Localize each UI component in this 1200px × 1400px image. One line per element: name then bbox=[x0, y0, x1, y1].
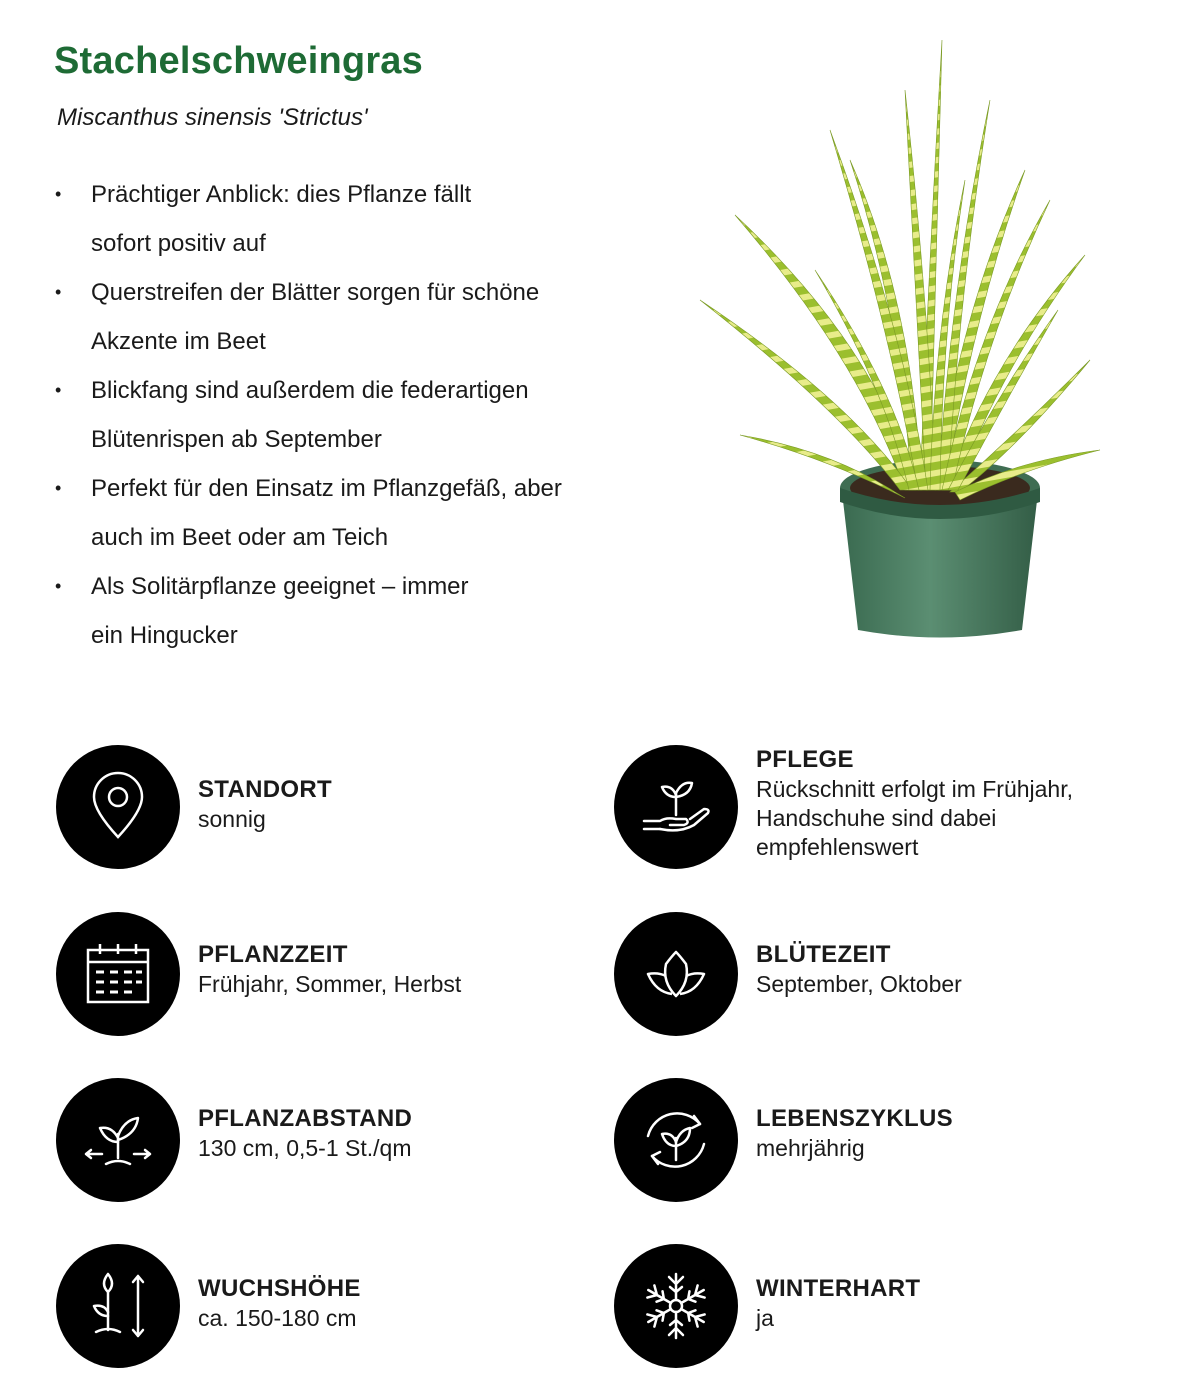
feature-wuchshoehe bbox=[56, 1244, 616, 1374]
standort-badge bbox=[56, 745, 180, 869]
bullet-item bbox=[55, 562, 655, 660]
feature-lebenszyklus bbox=[614, 1078, 1174, 1208]
feature-value: September, Oktober bbox=[756, 971, 962, 997]
feature-bullet-list bbox=[55, 170, 655, 660]
lebenszyklus-badge bbox=[614, 1078, 738, 1202]
bullet-text: Querstreifen der Blätter sorgen für schöne bbox=[91, 279, 540, 306]
bullet-item bbox=[55, 464, 655, 562]
feature-winterhart bbox=[614, 1244, 1174, 1374]
feature-value-line: empfehlenswert bbox=[756, 834, 919, 860]
bullet-text: Blickfang sind außerdem die federartigen bbox=[91, 377, 529, 404]
feature-standort bbox=[56, 745, 616, 875]
pflanzzeit-badge bbox=[56, 912, 180, 1036]
feature-value-line: Rückschnitt erfolgt im Frühjahr, bbox=[756, 776, 1074, 802]
bullet-item bbox=[55, 268, 655, 366]
feature-value: Frühjahr, Sommer, Herbst bbox=[198, 971, 462, 997]
feature-value-line: Handschuhe sind dabei bbox=[756, 805, 997, 831]
bullet-text: Blütenrispen ab September bbox=[91, 426, 382, 453]
bluetezeit-badge bbox=[614, 912, 738, 1036]
bullet-text: Perfekt für den Einsatz im Pflanzgefäß, aber bbox=[91, 475, 562, 502]
bullet-dot: • bbox=[55, 380, 62, 400]
feature-pflanzabstand bbox=[56, 1078, 616, 1208]
bullet-text: Akzente im Beet bbox=[91, 328, 266, 355]
bullet-text: auch im Beet oder am Teich bbox=[91, 524, 389, 551]
feature-label: WUCHSHÖHE bbox=[198, 1275, 361, 1302]
feature-value: ja bbox=[756, 1305, 774, 1331]
feature-pflege bbox=[614, 745, 1174, 875]
bullet-dot: • bbox=[55, 282, 62, 302]
wuchshoehe-badge bbox=[56, 1244, 180, 1368]
feature-label: PFLANZABSTAND bbox=[198, 1105, 413, 1132]
feature-label: BLÜTEZEIT bbox=[756, 941, 891, 968]
bullet-item bbox=[55, 170, 655, 268]
pflanzabstand-badge bbox=[56, 1078, 180, 1202]
bullet-dot: • bbox=[55, 478, 62, 498]
feature-pflanzzeit bbox=[56, 912, 616, 1042]
snowflake-icon bbox=[636, 1266, 716, 1346]
feature-label: STANDORT bbox=[198, 776, 332, 803]
bullet-text: Als Solitärpflanze geeignet – immer bbox=[91, 573, 469, 600]
pflege-badge bbox=[614, 745, 738, 869]
feature-label: WINTERHART bbox=[756, 1275, 921, 1302]
feature-value: sonnig bbox=[198, 806, 266, 832]
location-pin-icon bbox=[78, 767, 158, 847]
plant-spacing-icon bbox=[78, 1100, 158, 1180]
winterhart-badge bbox=[614, 1244, 738, 1368]
feature-value: mehrjährig bbox=[756, 1135, 865, 1161]
bullet-text: ein Hingucker bbox=[91, 622, 238, 649]
lifecycle-icon bbox=[636, 1100, 716, 1180]
potted-grass-image bbox=[690, 30, 1110, 650]
lotus-flower-icon bbox=[636, 934, 716, 1014]
feature-label: LEBENSZYKLUS bbox=[756, 1105, 953, 1132]
feature-value: ca. 150-180 cm bbox=[198, 1305, 357, 1331]
feature-value: 130 cm, 0,5-1 St./qm bbox=[198, 1135, 412, 1161]
feature-label: PFLEGE bbox=[756, 746, 854, 773]
feature-bluetezeit bbox=[614, 912, 1174, 1042]
bullet-text: Prächtiger Anblick: dies Pflanze fällt bbox=[91, 181, 472, 208]
bullet-dot: • bbox=[55, 576, 62, 596]
bullet-dot: • bbox=[55, 184, 62, 204]
bullet-item bbox=[55, 366, 655, 464]
feature-label: PFLANZZEIT bbox=[198, 941, 348, 968]
calendar-icon bbox=[78, 934, 158, 1014]
botanical-name: Miscanthus sinensis 'Strictus' bbox=[57, 104, 368, 131]
hand-seedling-icon bbox=[636, 767, 716, 847]
plant-height-icon bbox=[78, 1266, 158, 1346]
page-title: Stachelschweingras bbox=[54, 40, 423, 82]
bullet-text: sofort positiv auf bbox=[91, 230, 266, 257]
